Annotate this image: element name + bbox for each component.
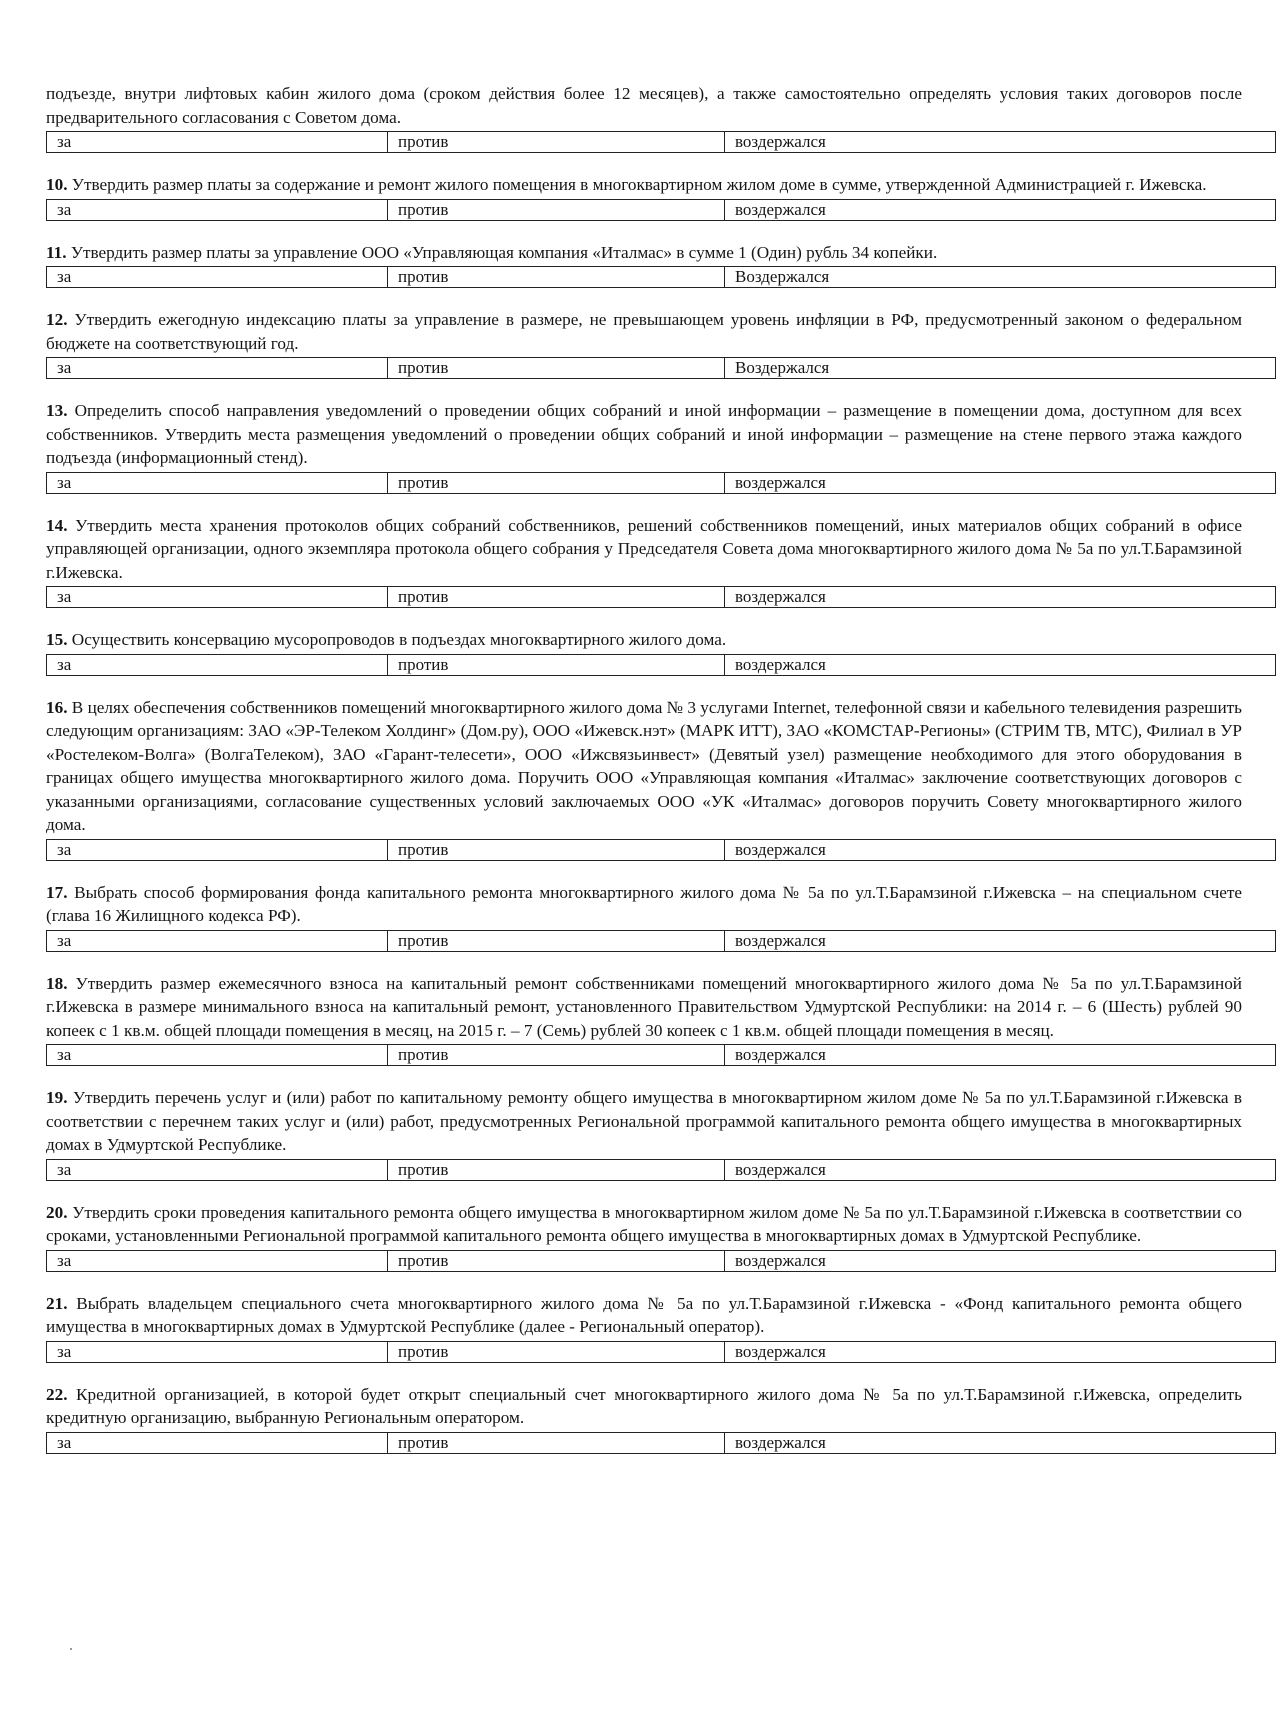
question-number: 11.: [46, 242, 67, 262]
question-body: Определить способ направления уведомлений о проведении общих собраний и иной информации – размещение в помещении дома, доступном для всех собственников. Утвердить места размещения уведомлений о проведении общих собраний и иной информации – размещение на стене первого этажа каждого подъезда (информационный стенд).: [46, 401, 1242, 467]
vote-table: [46, 199, 1276, 221]
question-item: [46, 514, 1242, 609]
vote-cell-for: за: [47, 1159, 388, 1180]
vote-table: [46, 266, 1276, 288]
scan-speck: [70, 1648, 72, 1650]
question-text: [46, 1292, 1242, 1339]
vote-cell-against: против: [388, 654, 725, 675]
question-item: [46, 972, 1242, 1067]
vote-cell-abstain: Воздержался: [725, 358, 1276, 379]
question-item: [46, 1086, 1242, 1181]
question-body: Утвердить места хранения протоколов общих собраний собственников, решений собственников помещений, иных материалов общих собраний в офисе управляющей организации, одного экземпляра протокола общего собрания у Председателя Совета дома многоквартирного жилого дома № 5а по ул.Т.Барамзиной г.Ижевска.: [46, 515, 1242, 582]
vote-cell-against: против: [388, 930, 725, 951]
vote-table: [46, 357, 1276, 379]
question-number: 15.: [46, 630, 68, 649]
vote-table: [46, 839, 1276, 861]
question-item: [46, 1201, 1242, 1272]
question-text: [46, 514, 1242, 585]
vote-table: [46, 1250, 1276, 1272]
vote-row: [47, 654, 1276, 675]
question-text: [46, 399, 1242, 470]
vote-row: [47, 267, 1276, 288]
question-body: Утвердить ежегодную индексацию платы за управление в размере, не превышающем уровень инфляции в РФ, предусмотренный законом о федеральном бюджете на соответствующий год.: [46, 310, 1243, 353]
vote-table: [46, 586, 1276, 608]
intro-paragraph: подъезде, внутри лифтовых кабин жилого дома (сроком действия более 12 месяцев), а также самостоятельно определять условия таких договоров после предварительного согласования с Советом дома.: [46, 84, 1242, 127]
question-text: [46, 972, 1242, 1043]
question-number: 22.: [46, 1384, 68, 1404]
vote-row: [47, 472, 1276, 493]
vote-cell-abstain: воздержался: [725, 930, 1276, 951]
question-body: Утвердить размер платы за управление ООО «Управляющая компания «Италмас» в сумме 1 (Один) рубль 34 копейки.: [70, 242, 938, 262]
question-number: 10.: [46, 175, 68, 194]
vote-row: [47, 1159, 1276, 1180]
question-body: В целях обеспечения собственников помещений многоквартирного жилого дома № 3 услугами Internet, телефонной связи и кабельного телевидения разрешить следующим организациям: ЗАО «ЭР-Телеком Холдинг» (Дом.ру), ООО «Ижевск.нэт» (МАРК ИТТ), ЗАО «КОМСТАР-Регионы» (СТРИМ ТВ, МТС), Филиал в УР «Ростелеком-Волга» (ВолгаТелеком), ЗАО «Гарант-телесети», ООО «Ижсвязьинвест» (Девятый узел) размещение необходимого для этого оборудования в границах общего имущества многоквартирного жилого дома. Поручить ООО «Управляющая компания «Италмас» заключение соответствующих договоров с указанными организациями, согласование существенных условий заключаемых ООО «УК «Италмас» договоров поручить Совету многоквартирного жилого дома.: [46, 697, 1242, 834]
vote-cell-for: за: [47, 358, 388, 379]
vote-table: [46, 1044, 1276, 1066]
question-number: 21.: [46, 1293, 68, 1313]
questions-list: [46, 173, 1242, 1454]
vote-cell-against: против: [388, 358, 725, 379]
question-item: [46, 308, 1242, 379]
question-body: Утвердить перечень услуг и (или) работ по капитальному ремонту общего имущества в многоквартирном жилом доме № 5а по ул.Т.Барамзиной г.Ижевска в соответствии с перечнем таких услуг и (или) работ, предусмотренных Региональной программой капитального ремонта общего имущества в многоквартирных домах в Удмуртской Республике.: [46, 1088, 1242, 1154]
question-item: [46, 628, 1242, 676]
vote-table: [46, 1341, 1276, 1363]
vote-row: [47, 587, 1276, 608]
vote-cell-for: за: [47, 199, 388, 220]
question-item: [46, 1383, 1242, 1454]
vote-cell-against: против: [388, 1250, 725, 1271]
vote-cell-abstain: воздержался: [725, 1045, 1276, 1066]
vote-cell-against: против: [388, 1432, 725, 1453]
question-number: 18.: [46, 973, 68, 993]
vote-table: [46, 654, 1276, 676]
question-item: [46, 881, 1242, 952]
question-item: [46, 241, 1242, 289]
question-body: Выбрать способ формирования фонда капитального ремонта многоквартирного жилого дома № 5а по ул.Т.Барамзиной г.Ижевска – на специальном счете (глава 16 Жилищного кодекса РФ).: [46, 882, 1243, 925]
question-text: [46, 628, 1242, 652]
vote-row: [47, 1250, 1276, 1271]
vote-table: [46, 1159, 1276, 1181]
vote-cell-abstain: воздержался: [725, 132, 1276, 153]
question-item: [46, 696, 1242, 861]
vote-cell-against: против: [388, 199, 725, 220]
vote-cell-against: против: [388, 587, 725, 608]
vote-table: [46, 1432, 1276, 1454]
vote-cell-for: за: [47, 839, 388, 860]
vote-cell-abstain: воздержался: [725, 654, 1276, 675]
question-number: 13.: [46, 401, 68, 420]
question-body: Утвердить сроки проведения капитального ремонта общего имущества в многоквартирном жилом доме № 5а по ул.Т.Барамзиной г.Ижевска в соответствии со сроками, установленными Региональной программой капитального ремонта общего имущества в многоквартирных домах в Удмуртской Республике.: [46, 1202, 1242, 1245]
vote-cell-against: против: [388, 1341, 725, 1362]
question-body: Выбрать владельцем специального счета многоквартирного жилого дома № 5а по ул.Т.Барамзиной г.Ижевска - «Фонд капитального ремонта общего имущества в многоквартирных домах в Удмуртской Республике (далее - Региональный оператор).: [46, 1293, 1242, 1336]
vote-row: [47, 1432, 1276, 1453]
question-text: [46, 308, 1242, 355]
question-body: Кредитной организацией, в которой будет открыт специальный счет многоквартирного жилого дома № 5а по ул.Т.Барамзиной г.Ижевска, определить кредитную организацию, выбранную Региональным оператором.: [46, 1384, 1242, 1427]
question-item: [46, 399, 1242, 494]
vote-cell-for: за: [47, 472, 388, 493]
vote-row: [47, 839, 1276, 860]
question-number: 20.: [46, 1202, 68, 1222]
question-number: 12.: [46, 310, 68, 329]
question-text: [46, 1201, 1242, 1248]
vote-row: [47, 1341, 1276, 1362]
vote-cell-abstain: воздержался: [725, 587, 1276, 608]
question-text: [46, 1086, 1242, 1157]
vote-cell-for: за: [47, 1341, 388, 1362]
vote-cell-abstain: Воздержался: [725, 267, 1276, 288]
question-text: [46, 881, 1242, 928]
vote-cell-abstain: воздержался: [725, 199, 1276, 220]
vote-cell-abstain: воздержался: [725, 839, 1276, 860]
vote-cell-for: за: [47, 587, 388, 608]
question-text: [46, 241, 1242, 265]
vote-row: [47, 930, 1276, 951]
question-number: 17.: [46, 882, 68, 902]
vote-cell-for: за: [47, 1250, 388, 1271]
question-text: [46, 173, 1242, 197]
vote-row: [47, 358, 1276, 379]
vote-cell-against: против: [388, 267, 725, 288]
vote-row: [47, 199, 1276, 220]
vote-cell-abstain: воздержался: [725, 1432, 1276, 1453]
vote-cell-abstain: воздержался: [725, 472, 1276, 493]
vote-cell-for: за: [47, 930, 388, 951]
question-text: [46, 1383, 1242, 1430]
vote-row: [47, 1045, 1276, 1066]
vote-cell-for: за: [47, 1432, 388, 1453]
document-page: [46, 82, 1242, 1454]
question-number: 14.: [46, 515, 68, 535]
vote-cell-for: за: [47, 654, 388, 675]
question-body: Осуществить консервацию мусоропроводов в подъездах многоквартирного жилого дома.: [71, 630, 727, 649]
vote-cell-abstain: воздержался: [725, 1250, 1276, 1271]
vote-cell-against: против: [388, 132, 725, 153]
vote-table: [46, 930, 1276, 952]
question-item: [46, 1292, 1242, 1363]
vote-cell-for: за: [47, 267, 388, 288]
question-number: 16.: [46, 697, 68, 717]
vote-cell-for: за: [47, 132, 388, 153]
vote-cell-against: против: [388, 1159, 725, 1180]
vote-cell-against: против: [388, 1045, 725, 1066]
question-item: [46, 173, 1242, 221]
vote-cell-abstain: воздержался: [725, 1159, 1276, 1180]
vote-cell-against: против: [388, 472, 725, 493]
vote-row: [47, 132, 1276, 153]
vote-cell-against: против: [388, 839, 725, 860]
question-body: Утвердить размер ежемесячного взноса на капитальный ремонт собственниками помещений многоквартирного жилого дома № 5а по ул.Т.Барамзиной г.Ижевска в размере минимального взноса на капитальный ремонт, установленного Правительством Удмуртской Республики: на 2014 г. – 6 (Шесть) рублей 90 копеек с 1 кв.м. общей площади помещения в месяц, на 2015 г. – 7 (Семь) рублей 30 копеек с 1 кв.м. общей площади помещения в месяц.: [46, 973, 1242, 1040]
vote-cell-for: за: [47, 1045, 388, 1066]
vote-cell-abstain: воздержался: [725, 1341, 1276, 1362]
question-body: Утвердить размер платы за содержание и ремонт жилого помещения в многоквартирном жилом доме в сумме, утвержденной Администрацией г. Ижевска.: [71, 175, 1207, 194]
vote-table: [46, 472, 1276, 494]
vote-table-intro: [46, 131, 1276, 153]
question-text: [46, 696, 1242, 837]
question-number: 19.: [46, 1088, 68, 1107]
